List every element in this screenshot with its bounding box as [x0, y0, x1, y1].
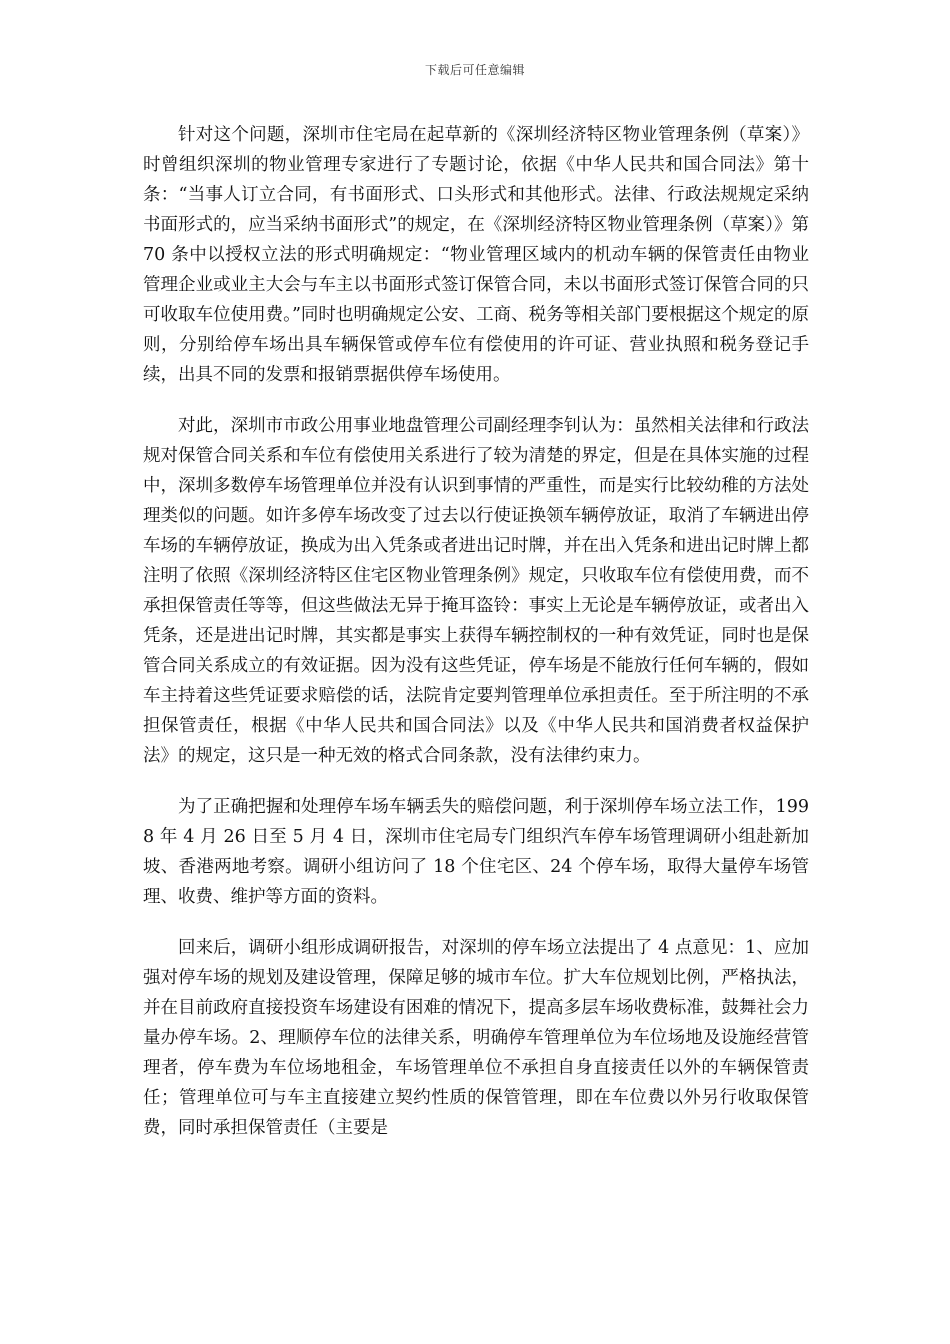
paragraph-2: 对此，深圳市市政公用事业地盘管理公司副经理李钊认为：虽然相关法律和行政法规对保管合同关系和车位有偿使用关系进行了较为清楚的界定，但是在具体实施的过程中，深圳多数停车场管理单位并没有认识到事情的严重性，而是实行比较幼稚的方法处理类似的问题。如许多停车场改变了过去以行使证换领车辆停放证，取消了车辆进出停车场的车辆停放证，换成为出入凭条或者进出记时牌，并在出入凭条和进出记时牌上都注明了依照《深圳经济特区住宅区物业管理条例》规定，只收取车位有偿使用费，而不承担保管责任等等，但这些做法无异于掩耳盗铃：事实上无论是车辆停放证，或者出入凭条，还是进出记时牌，其实都是事实上获得车辆控制权的一种有效凭证，同时也是保管合同关系成立的有效证据。因为没有这些凭证，停车场是不能放行任何车辆的，假如车主持着这些凭证要求赔偿的话，法院肯定要判管理单位承担责任。至于所注明的不承担保管责任，根据《中华人民共和国合同法》以及《中华人民共和国消费者权益保护法》的规定，这只是一种无效的格式合同条款，没有法律约束力。 — [143, 416, 809, 766]
paragraph-1: 针对这个问题，深圳市住宅局在起草新的《深圳经济特区物业管理条例（草案）》时曾组织深圳的物业管理专家进行了专题讨论，依据《中华人民共和国合同法》第十条：“当事人订立合同，有书面形式、口头形式和其他形式。法律、行政法规规定采纳书面形式的，应当采纳书面形式”的规定，在《深圳经济特区物业管理条例（草案）》第 70 条中以授权立法的形式明确规定：“物业管理区域内的机动车辆的保管责任由物业管理企业或业主大会与车主以书面形式签订保管合同，未以书面形式签订保管合同的只可收取车位使用费。”同时也明确规定公安、工商、税务等相关部门要根据这个规定的原则，分别给停车场出具车辆保管或停车位有偿使用的许可证、营业执照和税务登记手续，出具不同的发票和报销票据供停车场使用。 — [143, 125, 809, 385]
paragraph-4: 回来后，调研小组形成调研报告，对深圳的停车场立法提出了 4 点意见：1、应加强对停车场的规划及建设管理，保障足够的城市车位。扩大车位规划比例，严格执法，并在目前政府直接投资车场建设有困难的情况下，提高多层车场收费标准，鼓舞社会力量办停车场。2、理顺停车位的法律关系，明确停车管理单位为车位场地及设施经营管理者，停车费为车位场地租金，车场管理单位不承担自身直接责任以外的车辆保管责任；管理单位可与车主直接建立契约性质的保管管理，即在车位费以外另行收取保管费，同时承担保管责任（主要是 — [143, 938, 809, 1138]
document-body — [143, 120, 809, 1164]
header-note: 下载后可任意编辑 — [424, 63, 525, 77]
paragraph-3: 为了正确把握和处理停车场车辆丢失的赔偿问题，利于深圳停车场立法工作，1998 年 4 月 26 日至 5 月 4 日，深圳市住宅局专门组织汽车停车场管理调研小组赴新加坡、香港两地考察。调研小组访问了 18 个住宅区、24 个停车场，取得大量停车场管理、收费、维护等方面的资料。 — [143, 797, 809, 907]
